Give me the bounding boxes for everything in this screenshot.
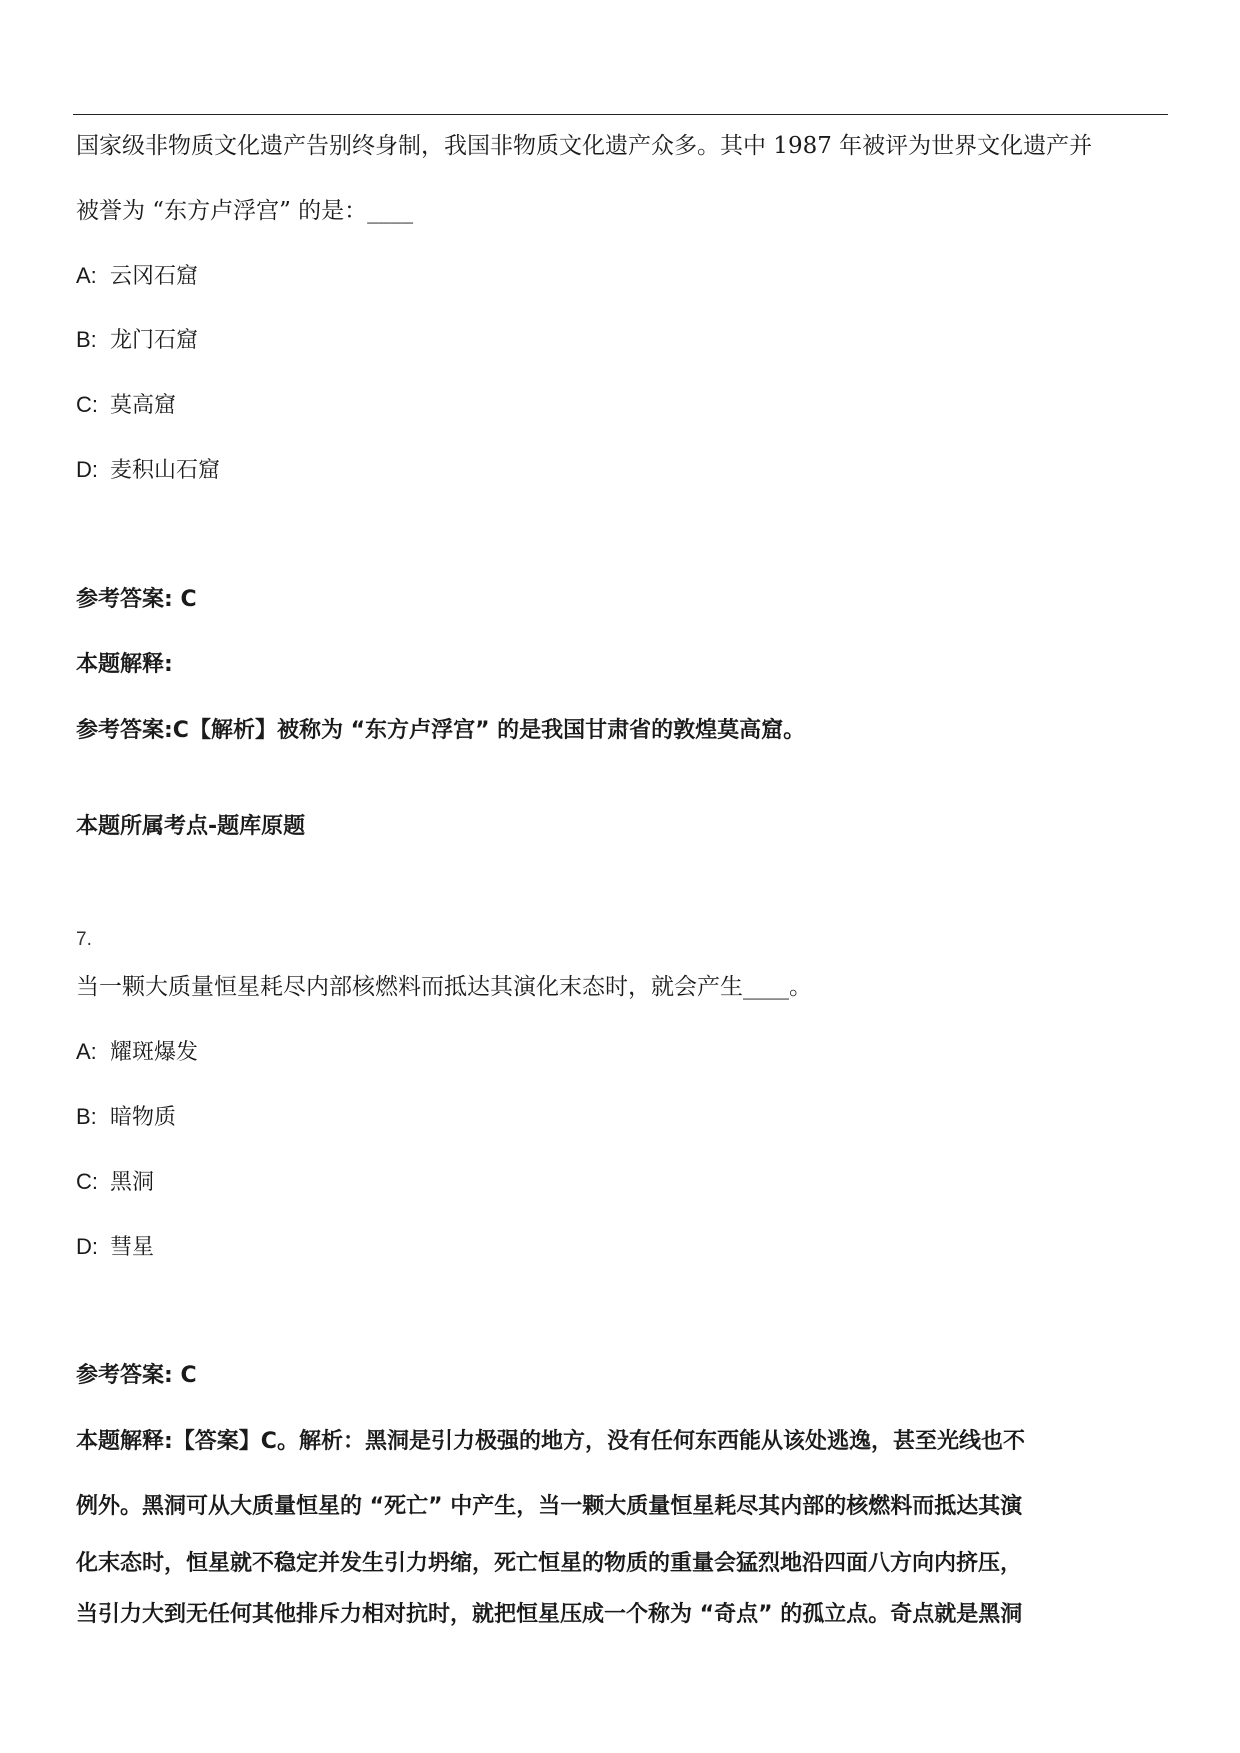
option-text: 耀斑爆发 — [110, 1039, 199, 1064]
option-letter: B: — [76, 327, 97, 352]
option-text: 莫高窟 — [110, 392, 177, 417]
q7-stem: 当一颗大质量恒星耗尽内部核燃料而抵达其演化末态时，就会产生____。 — [76, 974, 812, 1000]
option-letter: C: — [76, 1169, 98, 1194]
header-rule — [73, 114, 1168, 115]
q6-option-c — [76, 390, 176, 420]
option-text: 云冈石窟 — [110, 263, 199, 288]
option-letter: C: — [76, 392, 98, 417]
option-letter: D: — [76, 457, 98, 482]
q6-option-b — [76, 325, 198, 355]
q7-explain-line-4: 当引力大到无任何其他排斥力相对抗时，就把恒星压成一个称为 “奇点” 的孤立点。奇点就是黑洞 — [76, 1602, 1023, 1627]
q7-option-c — [76, 1167, 154, 1197]
q6-explain-title: 本题解释: — [76, 652, 173, 677]
q7-option-b — [76, 1102, 176, 1132]
q6-option-a — [76, 261, 198, 291]
q7-option-d — [76, 1232, 154, 1262]
option-text: 暗物质 — [110, 1104, 177, 1129]
option-letter: B: — [76, 1104, 97, 1129]
option-letter: A: — [76, 1039, 97, 1064]
q6-topic: 本题所属考点-题库原题 — [76, 814, 306, 839]
q6-stem-line-1: 国家级非物质文化遗产告别终身制，我国非物质文化遗产众多。其中 1987 年被评为世界文化遗产并 — [76, 133, 1093, 159]
option-text: 彗星 — [110, 1234, 155, 1259]
option-text: 麦积山石窟 — [110, 457, 221, 482]
q7-explain-line-1: 本题解释:【答案】C。解析：黑洞是引力极强的地方，没有任何东西能从该处逃逸，甚至光线也不 — [76, 1429, 1025, 1454]
q7-answer: 参考答案: C — [76, 1363, 197, 1388]
q6-option-d — [76, 455, 220, 485]
option-text: 黑洞 — [110, 1169, 155, 1194]
q6-explain-body: 参考答案:C【解析】被称为 “东方卢浮宫” 的是我国甘肃省的敦煌莫高窟。 — [76, 718, 806, 743]
q7-explain-line-3: 化末态时，恒星就不稳定并发生引力坍缩，死亡恒星的物质的重量会猛烈地沿四面八方向内挤压， — [76, 1551, 1023, 1576]
q6-answer: 参考答案: C — [76, 587, 197, 612]
q6-stem-line-2: 被誉为 “东方卢浮宫” 的是：____ — [76, 198, 414, 224]
q7-number: 7. — [76, 929, 92, 950]
option-text: 龙门石窟 — [110, 327, 199, 352]
q7-option-a — [76, 1037, 198, 1067]
q7-explain-line-2: 例外。黑洞可从大质量恒星的 “死亡” 中产生，当一颗大质量恒星耗尽其内部的核燃料而抵达其演 — [76, 1494, 1023, 1519]
option-letter: A: — [76, 263, 97, 288]
option-letter: D: — [76, 1234, 98, 1259]
